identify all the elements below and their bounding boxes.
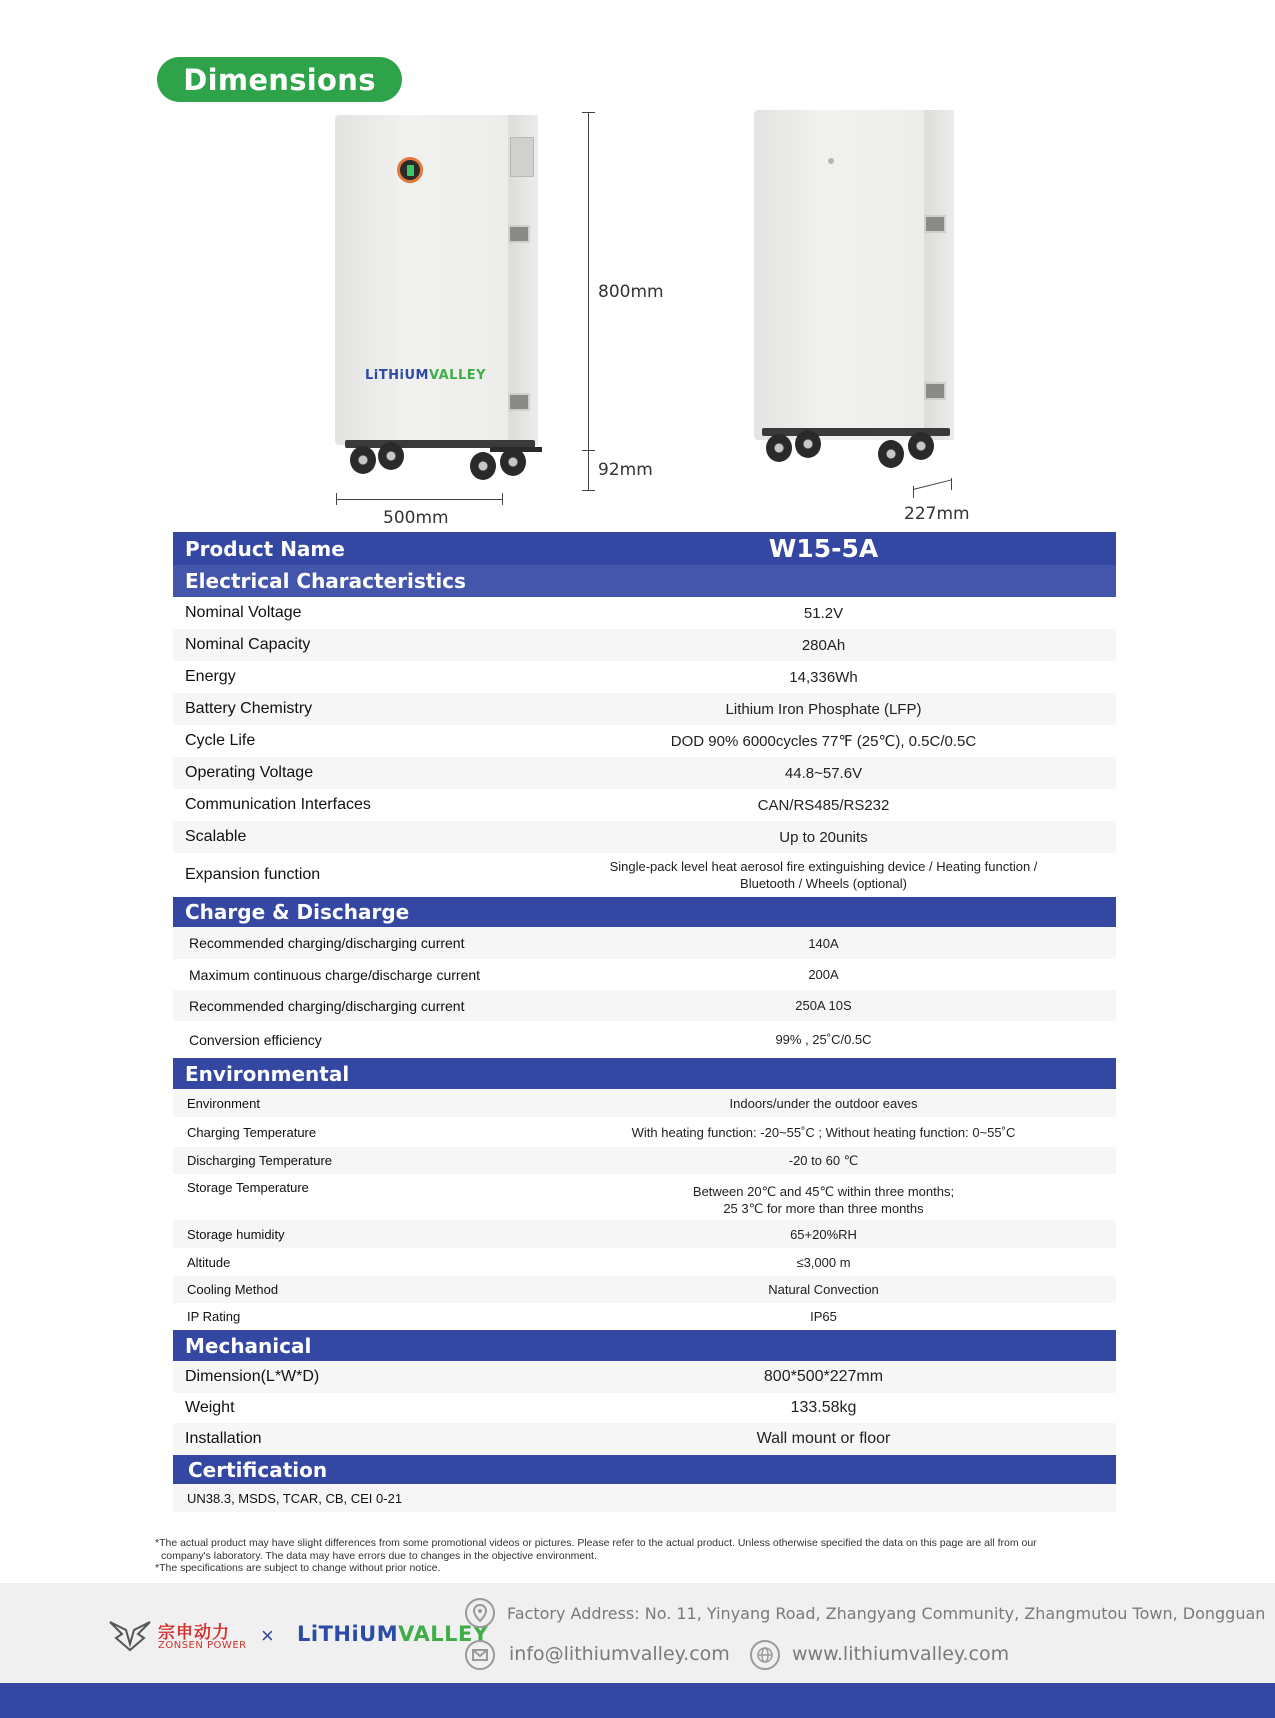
table-row: Maximum continuous charge/discharge current 200A — [189, 966, 839, 983]
mechanical-section-header: Mechanical — [173, 1330, 1116, 1361]
table-row: Recommended charging/discharging current 250A 10S — [173, 990, 1116, 1021]
table-row: Conversion efficiency 99% , 25˚C/0.5C — [189, 1031, 872, 1048]
table-row: Nominal Voltage 51.2V — [185, 604, 844, 622]
footnote: *The specifications are subject to change without prior notice. — [155, 1562, 441, 1574]
globe-icon — [750, 1640, 780, 1670]
table-row: Altitude ≤3,000 m — [187, 1254, 851, 1270]
footnotes — [155, 1537, 1145, 1575]
table-row: Installation Wall mount or floor — [173, 1423, 1116, 1455]
wheel-icon — [878, 440, 904, 468]
display-indicator-icon — [397, 157, 423, 183]
product-name-value: W15-5A — [768, 534, 879, 563]
battery-side-image — [754, 110, 954, 440]
lithiumvalley-logo: LiTHiUMVALLEY — [297, 1622, 489, 1646]
lithiumvalley-product-logo: LiTHiUMVALLEY — [365, 368, 487, 383]
table-row: Operating Voltage 44.8~57.6V — [173, 757, 1116, 789]
email-link[interactable]: info@lithiumvalley.com — [509, 1643, 730, 1665]
table-row: Energy 14,336Wh — [185, 668, 858, 686]
mail-icon — [465, 1640, 495, 1670]
zonsen-power-logo: 宗申动力 ZONSEN POWER — [108, 1614, 248, 1658]
table-row: Scalable Up to 20units — [173, 821, 1116, 853]
table-row: Weight 133.58kg — [185, 1399, 857, 1416]
table-row: Cooling Method Natural Convection — [173, 1276, 1116, 1303]
wheel-icon — [500, 448, 526, 476]
table-row: Nominal Capacity 280Ah — [173, 629, 1116, 661]
depth-dimension-label: 227mm — [904, 504, 970, 524]
table-row: Storage Temperature Between 20℃ and 45℃ within three months; 25 3℃ for more than three months — [187, 1180, 955, 1216]
environmental-section-header: Environmental — [173, 1058, 1116, 1089]
table-row: IP Rating IP65 — [187, 1309, 837, 1324]
footer-bar — [0, 1683, 1275, 1718]
table-row: Dimension(L*W*D) 800*500*227mm — [173, 1361, 1116, 1393]
width-dimension-label: 500mm — [383, 508, 449, 528]
electrical-section-header: Electrical Characteristics — [173, 565, 1116, 597]
height-dimension-label: 800mm — [598, 282, 664, 302]
table-row: UN38.3, MSDS, TCAR, CB, CEI 0-21 — [173, 1484, 1116, 1512]
table-row: Discharging Temperature -20 to 60 ℃ — [173, 1147, 1116, 1174]
dimensions-badge: Dimensions — [157, 57, 402, 102]
table-row: Charging Temperature With heating function: -20~55˚C ; Without heating function: 0~55˚C — [187, 1124, 1016, 1140]
wheel-icon — [795, 430, 821, 458]
battery-front-image — [335, 115, 538, 445]
partnership-separator: × — [261, 1623, 274, 1648]
wheel-icon — [350, 446, 376, 474]
wheel-icon — [470, 452, 496, 480]
table-row: Cycle Life DOD 90% 6000cycles 77℉ (25℃), 0.5C/0.5C — [185, 732, 977, 750]
location-pin-icon — [465, 1598, 495, 1628]
table-row: Battery Chemistry Lithium Iron Phosphate (LFP) — [173, 693, 1116, 725]
wheel-height-dimension-label: 92mm — [598, 460, 653, 480]
website-link[interactable]: www.lithiumvalley.com — [792, 1643, 1010, 1665]
charge-section-header: Charge & Discharge — [173, 897, 1116, 927]
spec-table — [173, 532, 1116, 1512]
product-name-label: Product Name — [185, 536, 345, 561]
table-row: Communication Interfaces CAN/RS485/RS232 — [185, 796, 890, 814]
wheel-icon — [766, 434, 792, 462]
wheel-icon — [908, 432, 934, 460]
zonsen-wings-icon — [108, 1616, 152, 1652]
table-row: Environment Indoors/under the outdoor eaves — [173, 1089, 1116, 1117]
wheel-icon — [378, 442, 404, 470]
table-row: Expansion function Single-pack level heat aerosol fire extinguishing device / Heating function / Bluetooth / Wheels (optional) — [185, 859, 1038, 891]
table-row: Storage humidity 65+20%RH — [173, 1220, 1116, 1248]
product-name-row — [173, 532, 1116, 565]
table-row: Recommended charging/discharging current 140A — [173, 927, 1116, 959]
footnote: *The actual product may have slight differences from some promotional videos or pictures. Please refer to the actual product. Unless otherwise specified the data on this page are all from our — [155, 1537, 1037, 1549]
footnote: company's laboratory. The data may have errors due to changes in the objective environment. — [161, 1549, 597, 1562]
factory-address: Factory Address: No. 11, Yinyang Road, Zhangyang Community, Zhangmutou Town, Dongguan — [507, 1604, 1266, 1623]
certification-section-header: Certification — [173, 1455, 1116, 1484]
